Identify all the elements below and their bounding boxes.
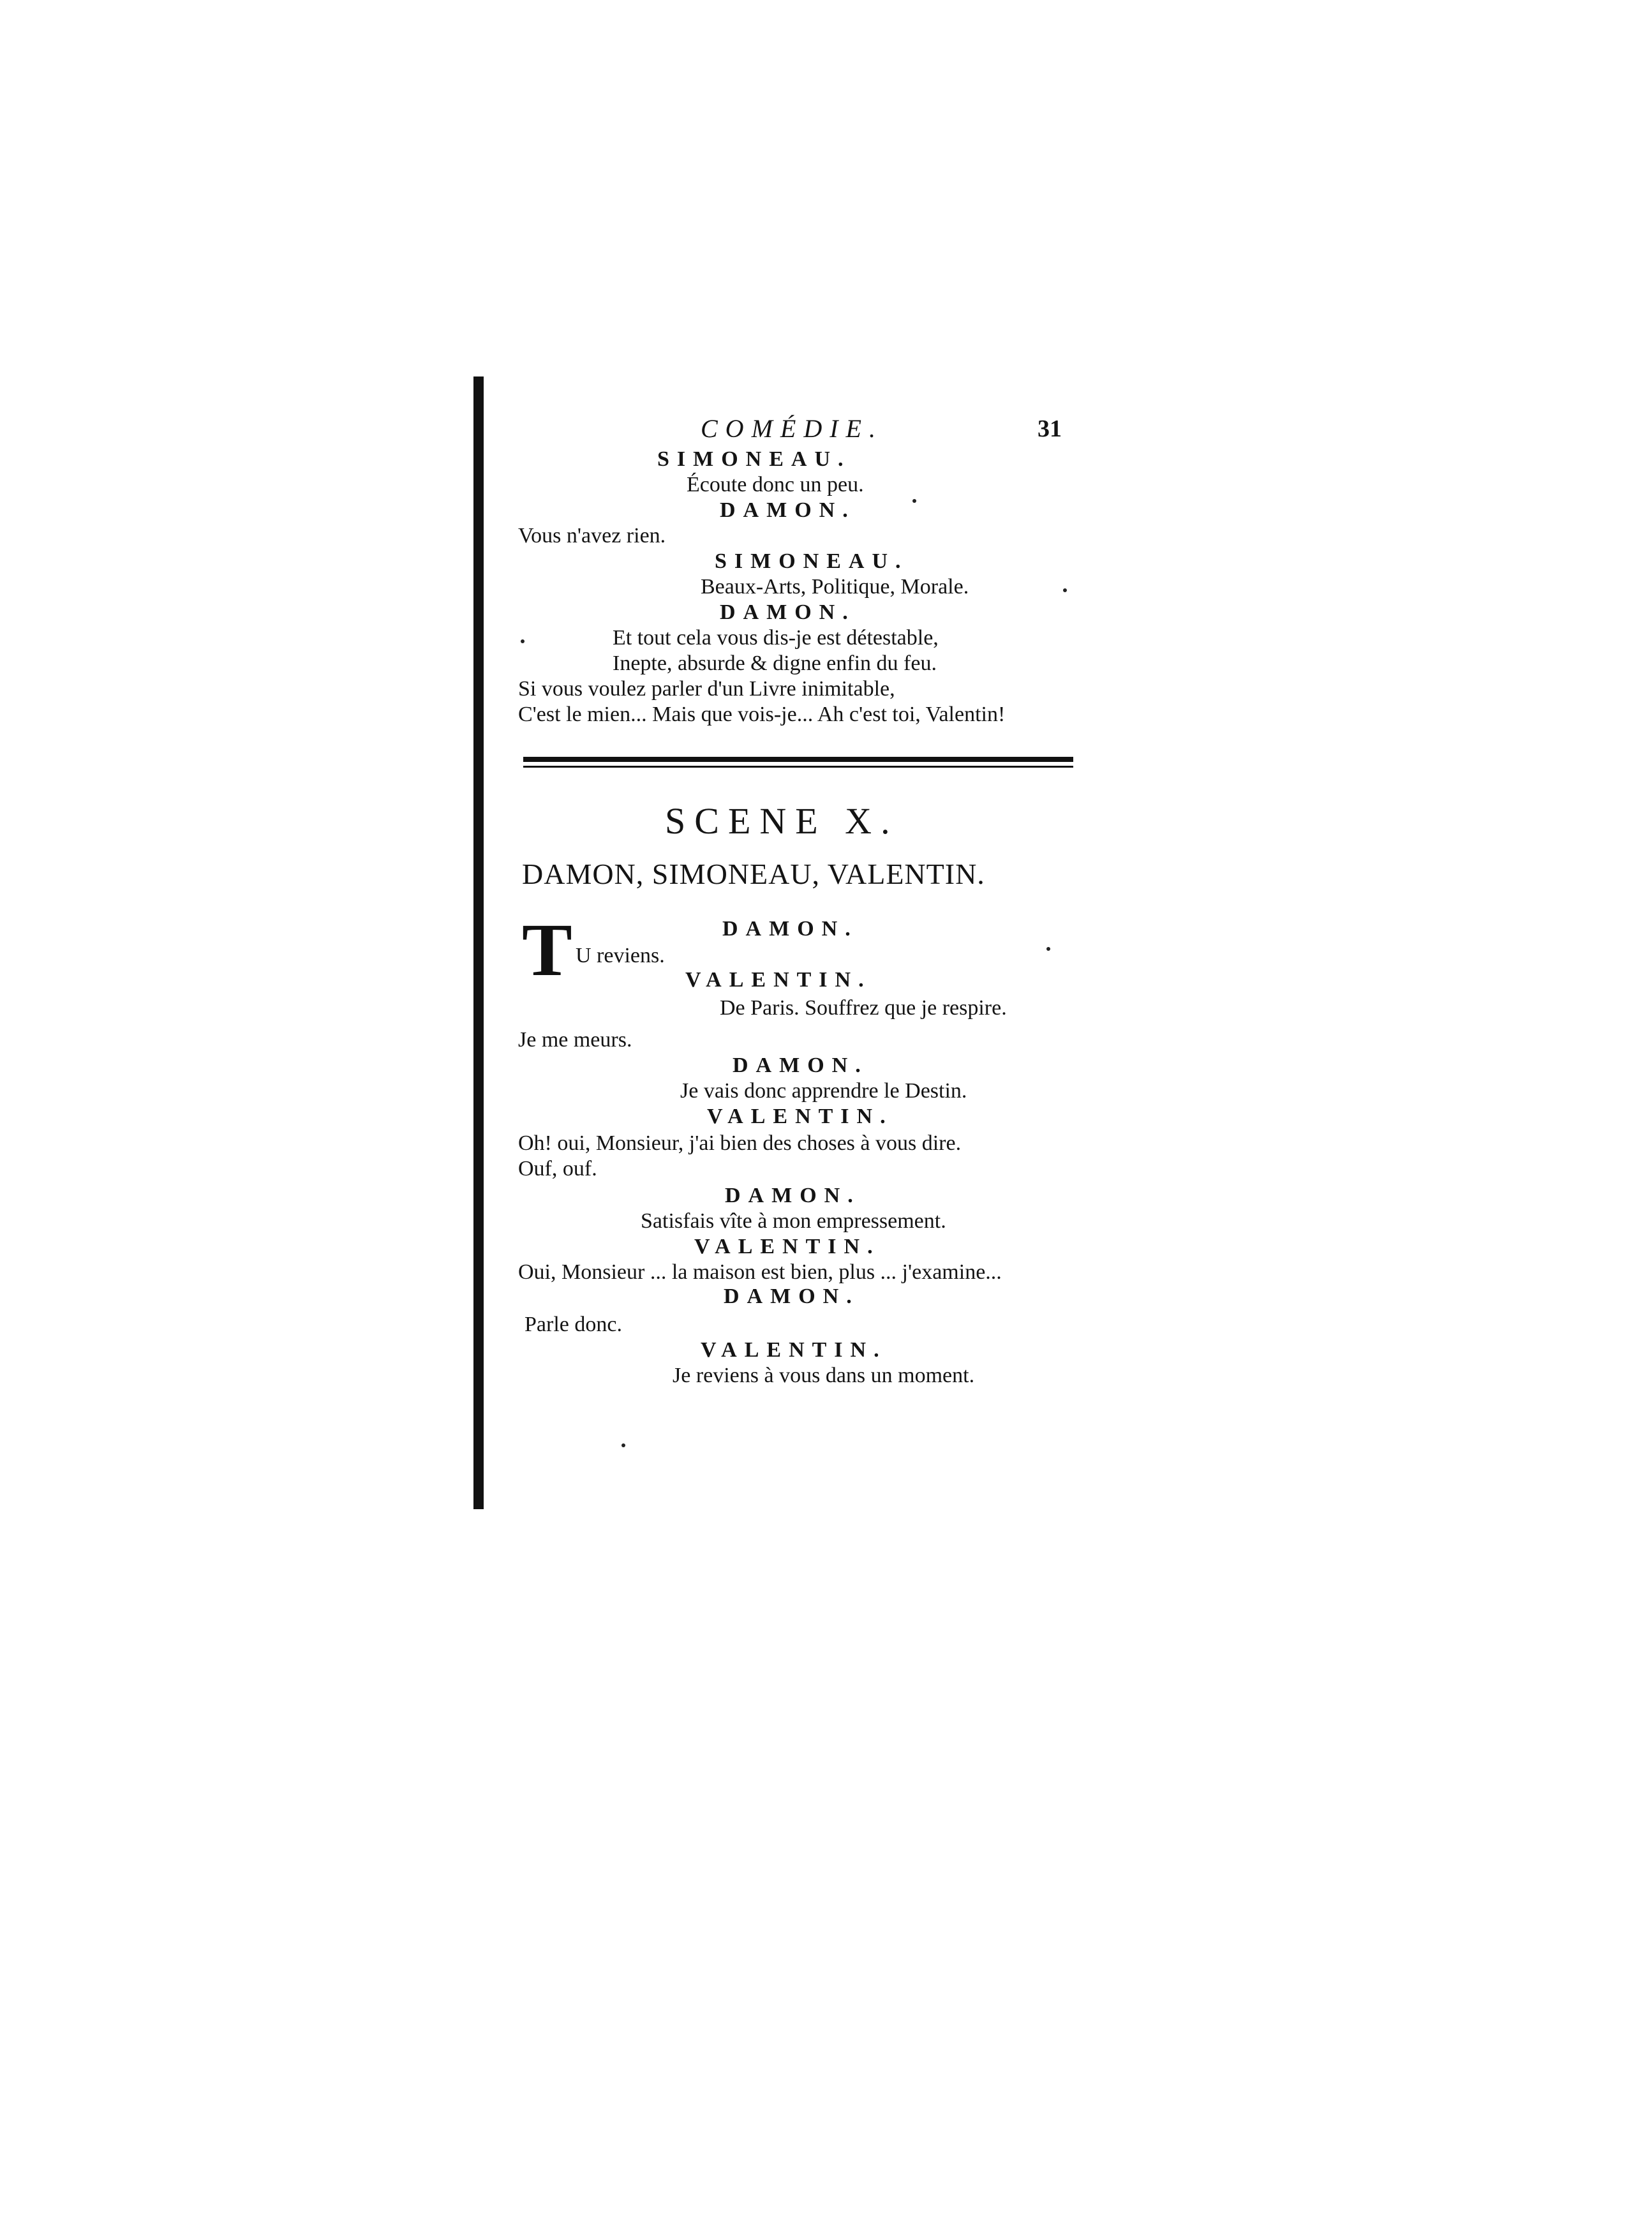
verse-line: Parle donc. xyxy=(525,1313,622,1336)
scene-divider-thick xyxy=(523,757,1073,762)
print-speck xyxy=(1046,947,1050,951)
verse-line: Satisfais vîte à mon empressement. xyxy=(641,1209,946,1233)
verse-line: Je vais donc apprendre le Destin. xyxy=(680,1079,967,1103)
verse-line: Et tout cela vous dis-je est détestable, xyxy=(613,626,939,650)
print-speck xyxy=(621,1443,625,1447)
running-head: COMÉDIE. xyxy=(701,414,883,443)
verse-line: Ouf, ouf. xyxy=(518,1157,597,1181)
speaker-label: VALENTIN. xyxy=(694,1235,881,1258)
page-number: 31 xyxy=(1038,415,1062,442)
verse-line: Oh! oui, Monsieur, j'ai bien des choses à vous dire. xyxy=(518,1131,962,1155)
print-speck xyxy=(1063,588,1067,592)
speaker-label: DAMON. xyxy=(725,1184,861,1207)
verse-line: Je me meurs. xyxy=(518,1028,632,1052)
verse-line: U reviens. xyxy=(576,944,665,967)
speaker-label: VALENTIN. xyxy=(707,1105,893,1128)
verse-line: Écoute donc un peu. xyxy=(687,473,864,496)
verse-line: Beaux-Arts, Politique, Morale. xyxy=(701,575,969,599)
speaker-label: SIMONEAU. xyxy=(715,549,909,573)
scene-title: SCENE X. xyxy=(665,800,899,842)
verse-line: Si vous voulez parler d'un Livre inimitable, xyxy=(518,677,895,701)
print-speck xyxy=(912,499,916,503)
speaker-label: DAMON. xyxy=(724,1285,859,1308)
speaker-label: DAMON. xyxy=(720,498,856,522)
binding-margin-rule xyxy=(473,376,484,1509)
speaker-label: DAMON. xyxy=(722,917,858,941)
verse-line: C'est le mien... Mais que vois-je... Ah c'est toi, Valentin! xyxy=(518,703,1006,726)
print-speck xyxy=(521,639,525,643)
scene-divider-thin xyxy=(523,766,1073,768)
speaker-label: DAMON. xyxy=(733,1054,868,1077)
speaker-label: SIMONEAU. xyxy=(657,447,851,471)
verse-line: Vous n'avez rien. xyxy=(518,524,666,548)
drop-cap: T xyxy=(522,908,572,992)
speaker-label: VALENTIN. xyxy=(701,1338,887,1362)
speaker-label: DAMON. xyxy=(720,600,856,624)
scene-cast-list: DAMON, SIMONEAU, VALENTIN. xyxy=(522,858,985,890)
verse-line: Oui, Monsieur ... la maison est bien, plus ... j'examine... xyxy=(518,1260,1002,1284)
verse-line: Inepte, absurde & digne enfin du feu. xyxy=(613,652,937,675)
verse-line: De Paris. Souffrez que je respire. xyxy=(720,996,1007,1020)
verse-line: Je reviens à vous dans un moment. xyxy=(673,1364,975,1387)
speaker-label: VALENTIN. xyxy=(685,968,872,992)
